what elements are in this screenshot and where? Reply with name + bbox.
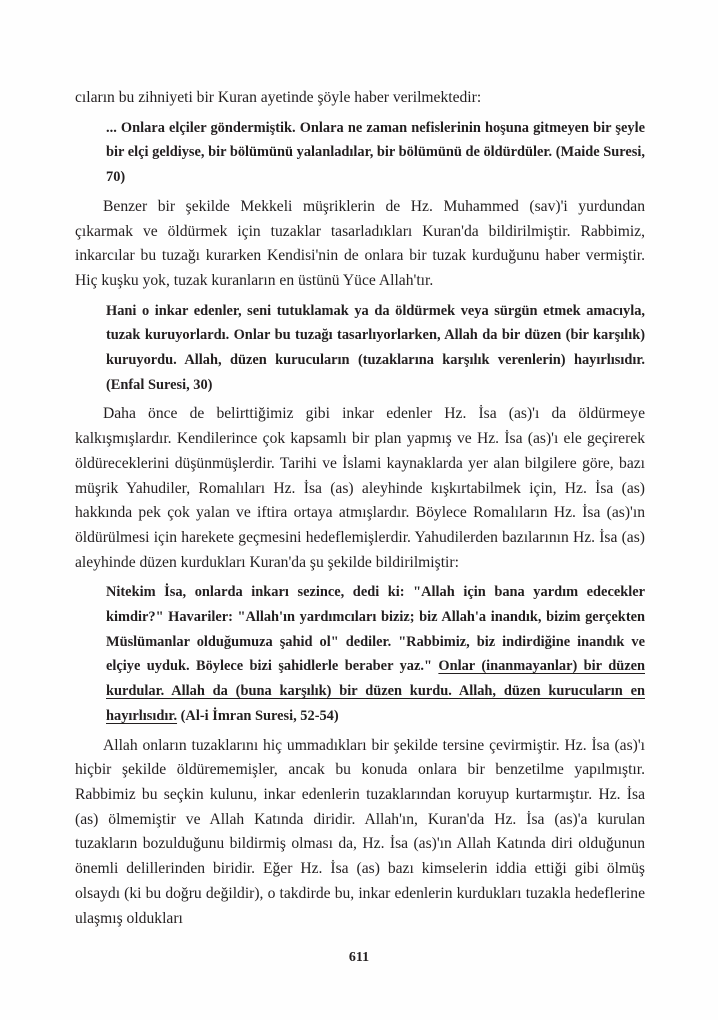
page-body bbox=[75, 86, 645, 931]
quran-quote-maide: ... Onlara elçiler göndermiştik. Onlara ne zaman nefislerinin hoşuna gitmeyen bir şeyle bir elçi geldiyse, bir bölümünü yalanladılar, bir bölümünü de öldürdüler. (Maide Suresi, 70) bbox=[106, 119, 645, 186]
quran-quote-enfal: Hani o inkar edenler, seni tutuklamak ya da öldürmek veya sürgün etmek amacıyla, tuzak kuruyorlardı. Onlar bu tuzağı tasarlıyorlarken, Allah da bir düzen (bir karşılık) kuruyordu. Allah, düzen kurucuların (tuzaklarına karşılık verenlerin) hayırlısıdır. (Enfal Suresi, 30) bbox=[106, 302, 645, 393]
paragraph-tuzak-tersine: Allah onların tuzaklarını hiç ummadıkları bir şekilde tersine çevirmiştir. Hz. İsa (as)'ı hiçbir şekilde öldürememişler, ancak bu konuda onlara bir benzetilme yapılmıştır. Rabbimiz bu seçkin kulunu, inkar edenlerin tuzaklarından koruyup kurtarmıştır. Hz. İsa (as) ölmemiştir ve Allah Katında diridir. Allah'ın, Kuran'da Hz. İsa (as)'a kurulan tuzakların bozulduğunu bildirmiş olması da, Hz. İsa (as)'ın Allah Katında diri olduğunun önemli delillerinden biridir. Eğer Hz. İsa (as) bazı kimselerin iddia ettiği gibi ölmüş olsaydı (ki bu doğru değildir), o takdirde bu, inkar edenlerin kurdukları tuzakla hedeflerine ulaşmış oldukları bbox=[75, 736, 645, 927]
paragraph-continuation: cıların bu zihniyeti bir Kuran ayetinde şöyle haber verilmektedir: bbox=[75, 89, 482, 106]
quran-quote-al-i-imran bbox=[106, 580, 645, 728]
quote-text-underlined: Onlar (inanmayanlar) bir düzen kurdular. Allah da (buna karşılık) bir düzen kurdu. Allah, düzen kurucuların en hayırlısıdır. bbox=[106, 658, 645, 724]
quote-text-before: Nitekim İsa, onlarda inkarı sezince, dedi ki: "Allah için bana yardım edecekler kimdir?" Havariler: "Allah'ın yardımcıları biziz; biz Allah'a inandık, bizim gerçekten Müslümanlar olduğumuza şahid ol" dediler. "Rabbimiz, biz indirdiğine inandık ve elçiye uyduk. Böylece bizi şahidlerle beraber yaz." bbox=[106, 584, 645, 675]
page-number: 611 bbox=[348, 950, 370, 965]
paragraph-hz-isa-plan: Daha önce de belirttiğimiz gibi inkar edenler Hz. İsa (as)'ı da öldürmeye kalkışmışlardır. Kendilerince çok kapsamlı bir plan yapmış ve Hz. İsa (as)'ı ele geçirerek öldüreceklerini düşünmüşlerdir. Tarihi ve İslami kaynaklarda yer alan bilgilere göre, bazı müşrik Yahudiler, Romalıları Hz. İsa (as) aleyhinde kışkırtabilmek için, Hz. İsa (as) hakkında pek çok yalan ve iftira ortaya atmışlardır. Böylece Romalıların Hz. İsa (as)'ın öldürülmesi için harekete geçmesini hedeflemişlerdir. Yahudilerden bazılarının Hz. İsa (as) aleyhinde düzen kurdukları Kuran'da şu şekilde bildirilmiştir: bbox=[75, 405, 645, 571]
paragraph-mekke-musrikleri: Benzer bir şekilde Mekkeli müşriklerin de Hz. Muhammed (sav)'i yurdundan çıkarmak ve öldürmek için tuzaklar tasarladıkları Kuran'da bildirilmiştir. Rabbimiz, inkarcılar bu tuzağı kurarken Kendisi'nin de onlara bir tuzak kurduğunu haber vermiştir. Hiç kuşku yok, tuzak kuranların en üstünü Yüce Allah'tır. bbox=[75, 197, 645, 289]
quote-reference: (Al-i İmran Suresi, 52-54) bbox=[177, 707, 339, 724]
